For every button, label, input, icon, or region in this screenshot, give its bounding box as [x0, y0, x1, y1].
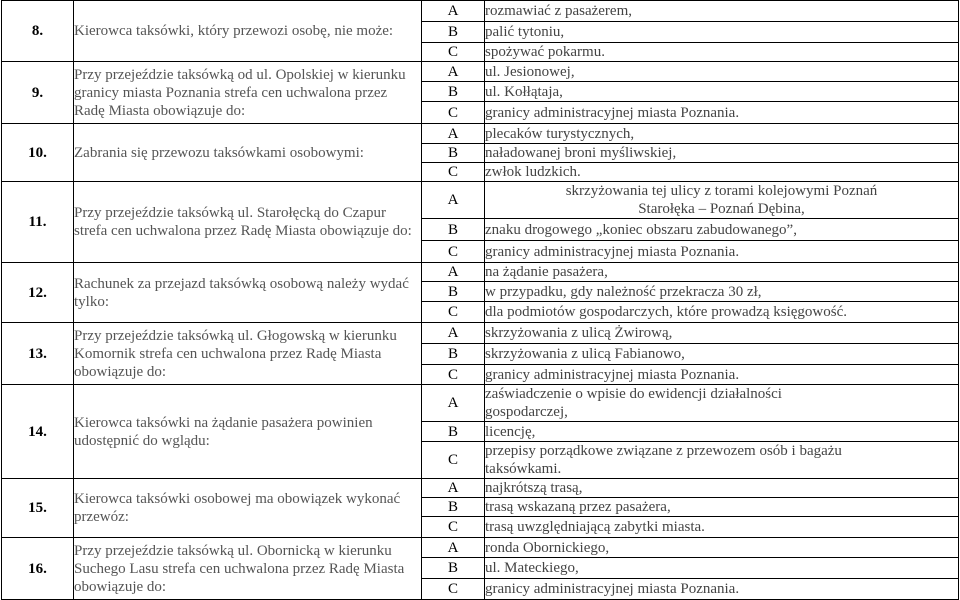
- option-answer-line: rozmawiać z pasażerem,: [485, 3, 632, 19]
- question-row: [2, 479, 959, 498]
- question-number: 15.: [2, 479, 74, 538]
- option-letter: C: [422, 579, 485, 600]
- question-number: 13.: [2, 323, 74, 385]
- option-answer-line: granicy administracyjnej miasta Poznania.: [485, 366, 740, 383]
- option-letter: B: [422, 219, 485, 241]
- exam-table: [1, 0, 959, 600]
- option-letter: C: [422, 102, 485, 124]
- option-answer: [485, 22, 959, 43]
- option-answer-line: trasą wskazaną przez pasażera,: [485, 499, 671, 515]
- option-answer-line: ul. Mateckiego,: [485, 560, 579, 576]
- option-letter: B: [422, 282, 485, 302]
- option-answer: [485, 62, 959, 82]
- option-answer: [485, 282, 959, 302]
- option-answer: [485, 442, 959, 479]
- option-letter: A: [422, 62, 485, 82]
- option-answer: [485, 124, 959, 144]
- option-answer: [485, 323, 959, 344]
- option-letter: C: [422, 302, 485, 323]
- option-answer-line: granicy administracyjnej miasta Poznania.: [485, 243, 740, 260]
- option-answer: [485, 102, 959, 124]
- question-text: Kierowca taksówki na żądanie pasażera powinien udostępnić do wglądu:: [74, 385, 422, 479]
- question-row: [2, 323, 959, 344]
- option-answer: [485, 422, 959, 442]
- question-text: Przy przejeździe taksówką ul. Starołęcką do Czapur strefa cen uchwalona przez Radę Miasta obowiązuje do:: [74, 182, 422, 263]
- exam-table-body: [2, 1, 959, 600]
- option-answer: [485, 344, 959, 365]
- question-row: [2, 182, 959, 219]
- question-text: Przy przejeździe taksówką od ul. Opolskiej w kierunku granicy miasta Poznania strefa cen uchwalona przez Radę Miasta obowiązuje do:: [74, 62, 422, 124]
- option-letter: B: [422, 144, 485, 163]
- option-letter: C: [422, 163, 485, 182]
- question-row: [2, 263, 959, 282]
- question-text: Kierowca taksówki, który przewozi osobę, nie może:: [74, 1, 422, 62]
- option-letter: A: [422, 538, 485, 558]
- option-letter: B: [422, 498, 485, 517]
- question-number: 12.: [2, 263, 74, 323]
- option-answer-line: licencję,: [485, 423, 536, 440]
- option-answer-line: najkrótszą trasą,: [485, 480, 583, 496]
- question-row: [2, 538, 959, 558]
- option-letter: A: [422, 182, 485, 219]
- option-letter: A: [422, 323, 485, 344]
- option-letter: A: [422, 124, 485, 144]
- option-answer-line: zwłok ludzkich.: [485, 164, 581, 180]
- option-answer-line: skrzyżowania tej ulicy z torami kolejowymi Poznań: [565, 183, 878, 199]
- option-answer: [485, 517, 959, 538]
- option-letter: C: [422, 43, 485, 62]
- option-answer-line: palić tytoniu,: [485, 24, 565, 40]
- option-letter: C: [422, 442, 485, 479]
- option-answer: [485, 82, 959, 102]
- option-answer: [485, 385, 959, 422]
- option-answer-line: naładowanej broni myśliwskiej,: [485, 145, 677, 161]
- option-letter: B: [422, 422, 485, 442]
- option-answer-line: znaku drogowego „koniec obszaru zabudowanego”,: [485, 221, 797, 238]
- question-number: 11.: [2, 182, 74, 263]
- option-answer-line: taksówkami.: [485, 461, 562, 477]
- option-answer: [485, 558, 959, 579]
- option-answer-line: dla podmiotów gospodarczych, które prowadzą księgowość.: [485, 304, 847, 320]
- option-answer-line: przepisy porządkowe związane z przewozem osób i bagażu: [485, 443, 842, 459]
- question-text: Przy przejeździe taksówką ul. Obornicką w kierunku Suchego Lasu strefa cen uchwalona przez Radę Miasta obowiązuje do:: [74, 538, 422, 600]
- option-letter: A: [422, 479, 485, 498]
- option-answer-line: Starołęka – Poznań Dębina,: [638, 201, 805, 217]
- option-answer-line: ronda Obornickiego,: [485, 539, 610, 556]
- question-text: Kierowca taksówki osobowej ma obowiązek wykonać przewóz:: [74, 479, 422, 538]
- question-number: 14.: [2, 385, 74, 479]
- option-answer-line: ul. Jesionowej,: [485, 63, 575, 80]
- option-answer-line: granicy administracyjnej miasta Poznania.: [485, 104, 740, 121]
- option-answer-line: w przypadku, gdy należność przekracza 30 zł,: [485, 283, 762, 300]
- option-answer: [485, 43, 959, 62]
- option-answer: [485, 182, 959, 219]
- question-row: [2, 385, 959, 422]
- option-answer: [485, 241, 959, 263]
- question-row: [2, 1, 959, 22]
- option-letter: B: [422, 344, 485, 365]
- option-answer-line: ul. Kołłątaja,: [485, 83, 563, 100]
- option-answer: [485, 263, 959, 282]
- option-letter: B: [422, 82, 485, 102]
- option-letter: A: [422, 385, 485, 422]
- option-letter: A: [422, 263, 485, 282]
- question-row: [2, 124, 959, 144]
- option-answer: [485, 498, 959, 517]
- question-text: Zabrania się przewozu taksówkami osobowymi:: [74, 124, 422, 182]
- option-answer-line: gospodarczej,: [485, 404, 568, 420]
- option-answer: [485, 219, 959, 241]
- option-answer: [485, 163, 959, 182]
- option-answer-line: zaświadczenie o wpisie do ewidencji działalności: [485, 386, 782, 402]
- option-answer: [485, 302, 959, 323]
- option-answer-line: skrzyżowania z ulicą Fabianowo,: [485, 346, 685, 362]
- option-answer: [485, 479, 959, 498]
- question-number: 10.: [2, 124, 74, 182]
- option-answer: [485, 365, 959, 385]
- option-answer-line: trasą uwzględniającą zabytki miasta.: [485, 519, 705, 535]
- option-letter: B: [422, 22, 485, 43]
- option-answer: [485, 144, 959, 163]
- option-letter: C: [422, 241, 485, 263]
- option-letter: C: [422, 365, 485, 385]
- option-answer-line: spożywać pokarmu.: [485, 44, 605, 60]
- question-number: 16.: [2, 538, 74, 600]
- option-answer: [485, 538, 959, 558]
- question-text: Przy przejeździe taksówką ul. Głogowską w kierunku Komornik strefa cen uchwalona przez Radę Miasta obowiązuje do:: [74, 323, 422, 385]
- question-number: 8.: [2, 1, 74, 62]
- option-letter: A: [422, 1, 485, 22]
- question-number: 9.: [2, 62, 74, 124]
- option-answer: [485, 579, 959, 600]
- option-answer: [485, 1, 959, 22]
- option-letter: B: [422, 558, 485, 579]
- option-letter: C: [422, 517, 485, 538]
- option-answer-line: na żądanie pasażera,: [485, 264, 608, 280]
- option-answer-line: skrzyżowania z ulicą Żwirową,: [485, 325, 673, 341]
- option-answer-line: granicy administracyjnej miasta Poznania.: [485, 581, 740, 597]
- question-row: [2, 62, 959, 82]
- option-answer-line: plecaków turystycznych,: [485, 125, 635, 142]
- question-text: Rachunek za przejazd taksówką osobową należy wydać tylko:: [74, 263, 422, 323]
